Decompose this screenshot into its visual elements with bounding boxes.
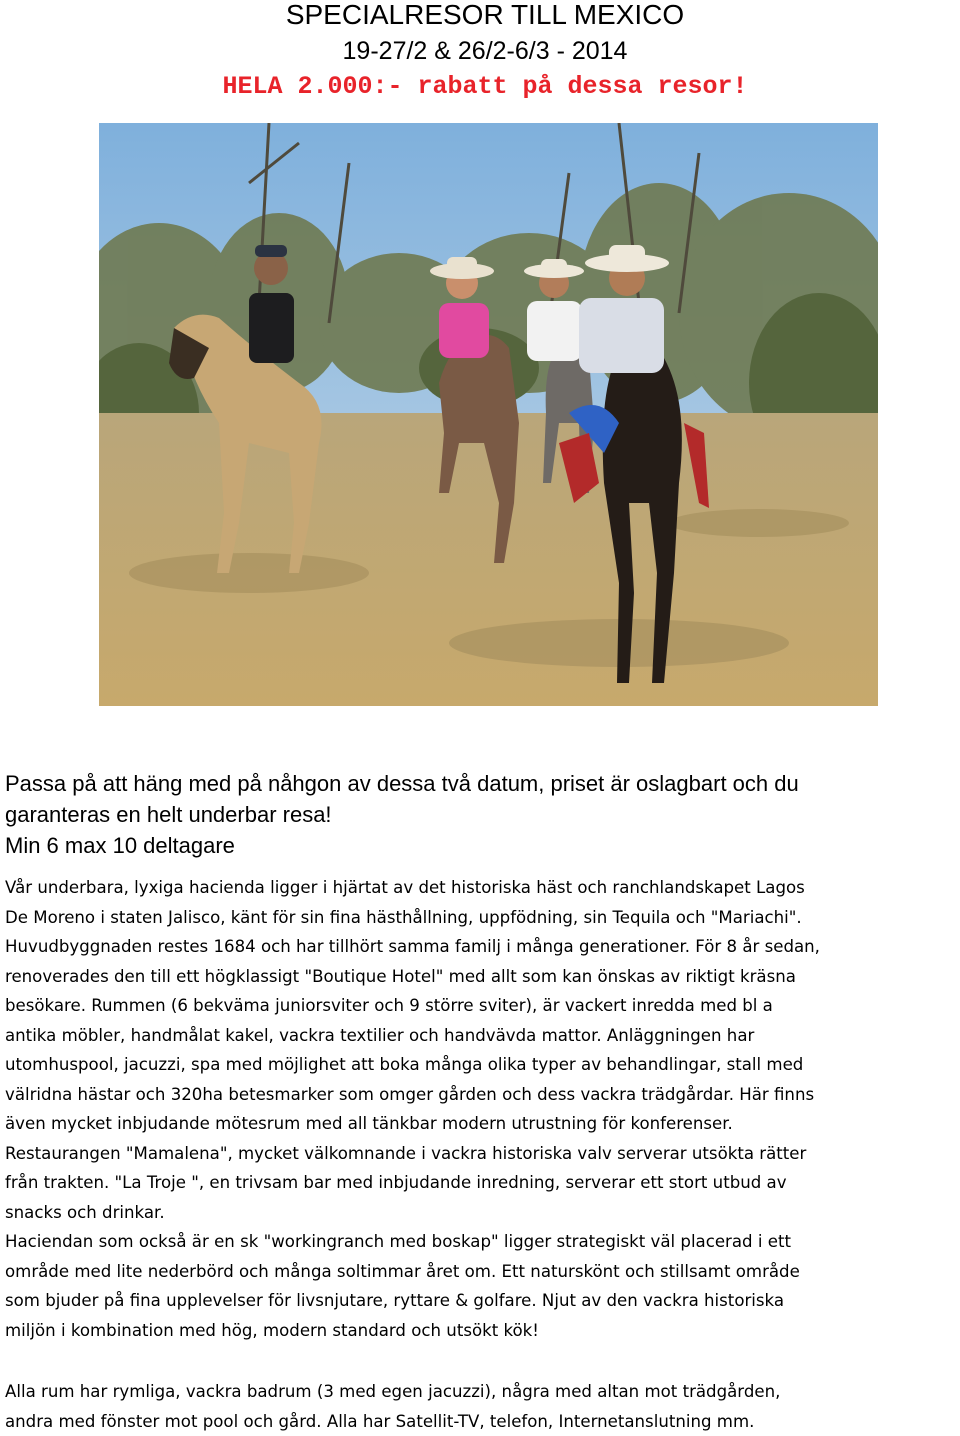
- description-line: Restaurangen "Mamalena", mycket välkomnande i vackra historiska valv serverar utsökta rätter: [5, 1139, 957, 1169]
- participants-line: Min 6 max 10 deltagare: [5, 830, 955, 861]
- intro-line: Passa på att häng med på nåhgon av dessa två datum, priset är oslagbart och du: [5, 768, 955, 799]
- description-line: utomhuspool, jacuzzi, spa med möjlighet att boka många olika typer av behandlingar, stall med: [5, 1050, 957, 1080]
- riders-photo: [99, 123, 878, 706]
- description-line: De Moreno i staten Jalisco, känt för sin fina hästhållning, uppfödning, sin Tequila och "Mariachi".: [5, 903, 957, 933]
- rooms-description: [5, 1377, 957, 1436]
- description-line: Huvudbyggnaden restes 1684 och har tillhört samma familj i många generationer. För 8 år sedan,: [5, 932, 957, 962]
- description-line: besökare. Rummen (6 bekväma juniorsviter och 9 större sviter), är vackert inredda med bl a: [5, 991, 957, 1021]
- rooms-line: andra med fönster mot pool och gård. Alla har Satellit-TV, telefon, Internetanslutning mm.: [5, 1407, 957, 1436]
- description-line: Vår underbara, lyxiga hacienda ligger i hjärtat av det historiska häst och ranchlandskapet Lagos: [5, 873, 957, 903]
- description-line: renoverades den till ett högklassigt "Boutique Hotel" med allt som kan önskas av riktigt kräsna: [5, 962, 957, 992]
- discount-offer: HELA 2.000:- rabatt på dessa resor!: [0, 72, 960, 102]
- description-line: snacks och drinkar.: [5, 1198, 957, 1228]
- hacienda-description: [5, 873, 957, 1345]
- description-line: välridna hästar och 320ha betesmarker som omger gården och dess vackra trädgårdar. Här finns: [5, 1080, 957, 1110]
- intro-line: garanteras en helt underbar resa!: [5, 799, 955, 830]
- description-line: miljön i kombination med hög, modern standard och utsökt kök!: [5, 1316, 957, 1346]
- rooms-line: Alla rum har rymliga, vackra badrum (3 med egen jacuzzi), några med altan mot trädgården,: [5, 1377, 957, 1407]
- page-title: SPECIALRESOR TILL MEXICO: [0, 0, 960, 32]
- description-line: som bjuder på fina upplevelser för livsnjutare, ryttare & golfare. Njut av den vackra historiska: [5, 1286, 957, 1316]
- intro-text: [5, 768, 955, 861]
- description-line: från trakten. "La Troje ", en trivsam bar med inbjudande inredning, serverar ett stort utbud av: [5, 1168, 957, 1198]
- description-line: antika möbler, handmålat kakel, vackra textilier och handvävda mattor. Anläggningen har: [5, 1021, 957, 1051]
- trip-dates: 19-27/2 & 26/2-6/3 - 2014: [0, 36, 960, 66]
- description-line: Haciendan som också är en sk "workingranch med boskap" ligger strategiskt väl placerad i ett: [5, 1227, 957, 1257]
- description-line: område med lite nederbörd och många soltimmar året om. Ett naturskönt och stillsamt område: [5, 1257, 957, 1287]
- description-line: även mycket inbjudande mötesrum med all tänkbar modern utrustning för konferenser.: [5, 1109, 957, 1139]
